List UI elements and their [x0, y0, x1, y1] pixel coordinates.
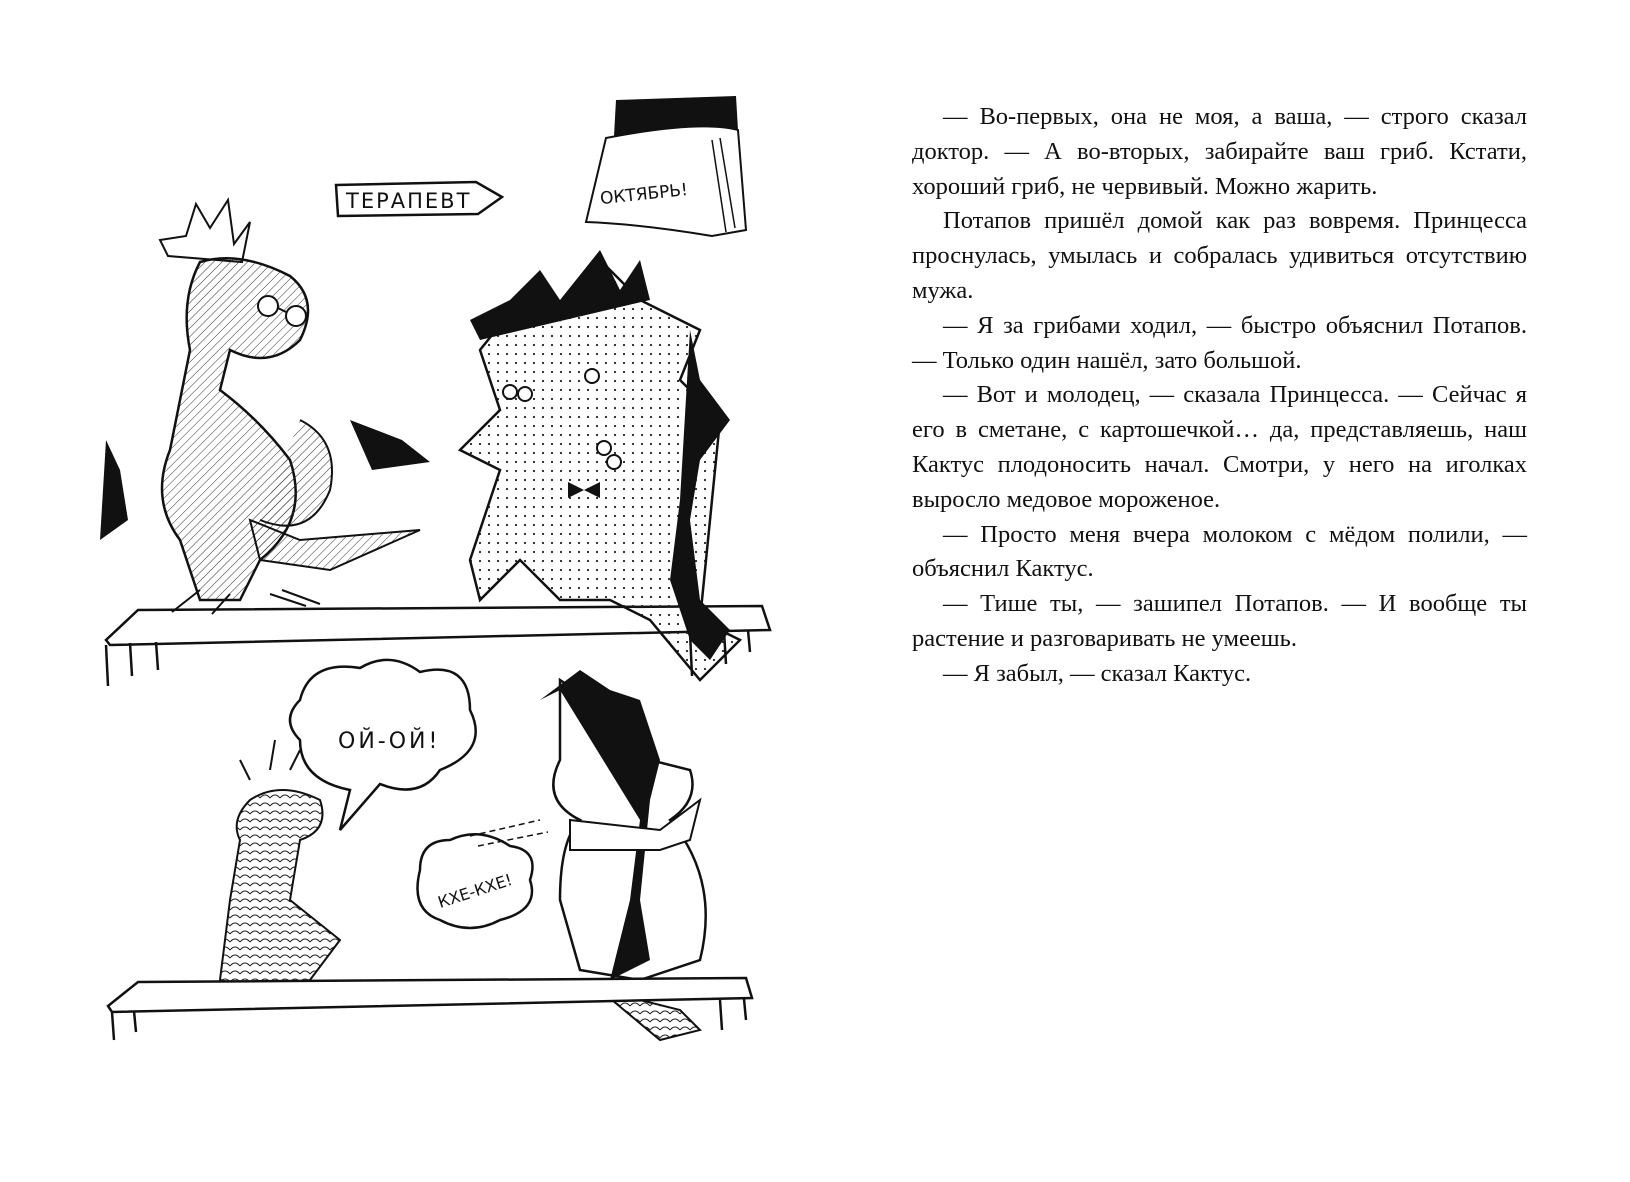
story-text: [912, 100, 1527, 692]
paragraph: — Вот и молодец, — сказала Принцесса. — Сейчас я его в сметане, с картошечкой… да, представляешь, наш Кактус плодоносить начал. Смотри, у него на иголках выросло медовое мороженое.: [912, 381, 1527, 513]
therapist-sign: [336, 182, 502, 216]
speech-bubble-label: ОЙ-ОЙ!: [338, 729, 441, 754]
paragraph: Потапов пришёл домой как раз вовремя. Принцесса проснулась, умылась и собралась удивиться отсутствию мужа.: [912, 207, 1527, 304]
calendar-month-label: ОКТЯБРЬ!: [599, 180, 689, 210]
illustration: [0, 0, 800, 1182]
paragraph: — Я за грибами ходил, — быстро объяснил Потапов. — Только один нашёл, зато большой.: [912, 311, 1527, 374]
dinosaur-doctor: [100, 200, 430, 614]
calendar: [586, 96, 746, 236]
therapist-sign-label: ТЕРАПЕВТ: [346, 189, 472, 213]
cough-bubble-label: КХЕ-КХЕ!: [435, 870, 515, 912]
paragraph: — Я забыл, — сказал Кактус.: [943, 659, 1252, 687]
cough-bubble: [418, 820, 549, 928]
paragraph: — Во-первых, она не моя, а ваша, — строго сказал доктор. — А во-вторых, забирайте ваш гриб. Кстати, хороший гриб, не червивый. Можно жарить.: [912, 103, 1527, 200]
paragraph: — Просто меня вчера молоком с мёдом полили, — объяснил Кактус.: [912, 520, 1527, 583]
paragraph: — Тише ты, — зашипел Потапов. — И вообще ты растение и разговаривать не умеешь.: [912, 590, 1527, 652]
